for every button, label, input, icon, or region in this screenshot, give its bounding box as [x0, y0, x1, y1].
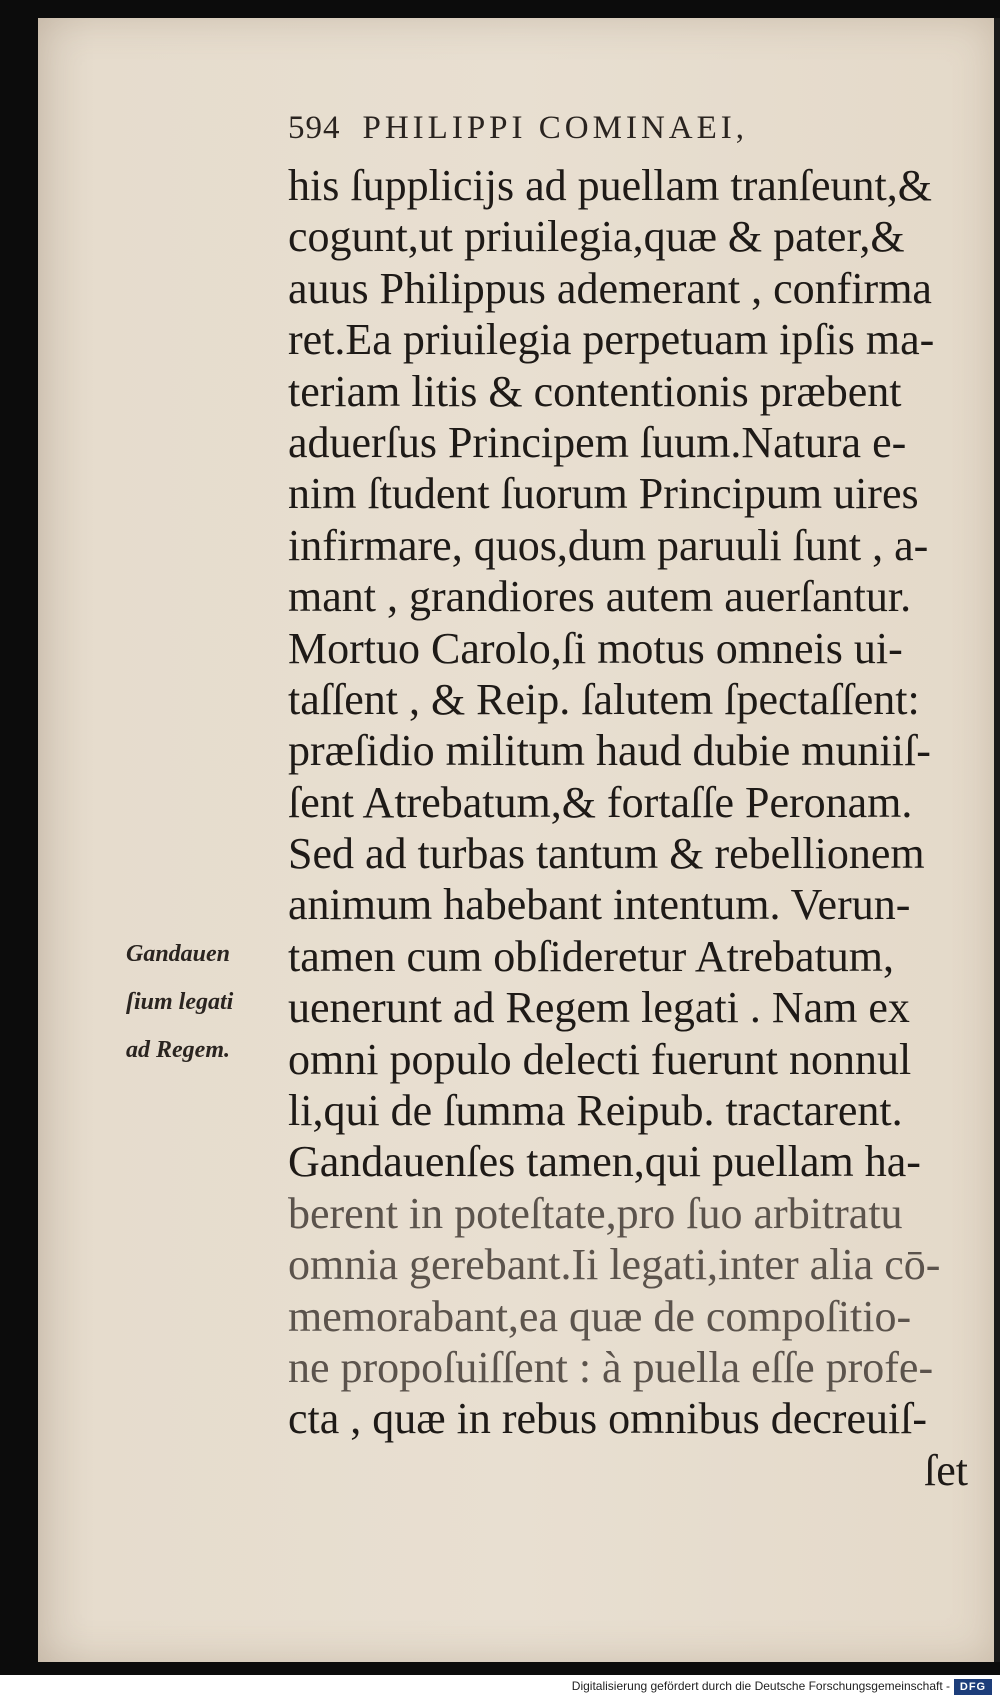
text-line: aduerſus Principem ſuum.Natura e-: [288, 417, 907, 467]
text-line: memorabant,ea quæ de compoſitio-: [288, 1291, 912, 1341]
main-text-block: [288, 160, 968, 1496]
text-line: infirmare, quos,dum paruuli ſunt , a-: [288, 520, 929, 570]
marginal-note-line: Gandauen: [126, 941, 231, 967]
text-line: ne propoſuiſſent : à puella eſſe profe-: [288, 1342, 934, 1392]
page-number: 594: [288, 110, 341, 146]
text-line: mant , grandiores autem auerſantur.: [288, 572, 912, 622]
text-line: teriam litis & contentionis præbent: [288, 366, 902, 416]
text-line: omnia gerebant.Ii legati,inter alia cō-: [288, 1240, 941, 1290]
text-line: Gandauenſes tamen,qui puellam ha-: [288, 1137, 921, 1187]
text-line: præſidio militum haud dubie muniiſ-: [288, 726, 931, 776]
text-line: Mortuo Carolo,ſi motus omneis ui-: [288, 623, 903, 673]
marginal-note-line: ad Regem.: [126, 1037, 230, 1063]
text-line: taſſent , & Reip. ſalutem ſpectaſſent:: [288, 674, 920, 724]
page-edge-shadow: [994, 18, 1000, 1662]
text-line: ſent Atrebatum,& fortaſſe Peronam.: [288, 777, 913, 827]
text-line: cta , quæ in rebus omnibus decreuiſ-: [288, 1394, 928, 1444]
text-line: berent in poteſtate,pro ſuo arbitratu: [288, 1188, 903, 1238]
text-line: nim ſtudent ſuorum Principum uires: [288, 469, 919, 519]
text-line: uenerunt ad Regem legati . Nam ex: [288, 983, 910, 1033]
text-line: animum habebant intentum. Verun-: [288, 880, 911, 930]
text-line: cogunt,ut priuilegia,quæ & pater,&: [288, 212, 905, 262]
marginal-note: [126, 930, 286, 1074]
text-line: tamen cum obſideretur Atrebatum,: [288, 931, 895, 981]
text-line: omni populo delecti fuerunt nonnul: [288, 1034, 912, 1084]
text-line: li,qui de ſumma Reipub. tractarent.: [288, 1086, 903, 1136]
text-line: auus Philippus ademerant , confirma: [288, 263, 932, 313]
marginal-note-line: ſium legati: [126, 989, 234, 1015]
dfg-logo: DFG: [954, 1679, 992, 1695]
catchword: ſet: [924, 1445, 968, 1495]
text-line: ret.Ea priuilegia perpetuam ipſis ma-: [288, 315, 935, 365]
text-line: Sed ad turbas tantum & rebellionem: [288, 829, 925, 879]
digitization-credit: Digitalisierung gefördert durch die Deutsche Forschungsgemeinschaft -: [571, 1679, 950, 1693]
running-head: [288, 110, 748, 147]
text-line: his ſupplicijs ad puellam tranſeunt,&: [288, 161, 932, 210]
running-title: PHILIPPI COMINAEI,: [362, 110, 748, 146]
